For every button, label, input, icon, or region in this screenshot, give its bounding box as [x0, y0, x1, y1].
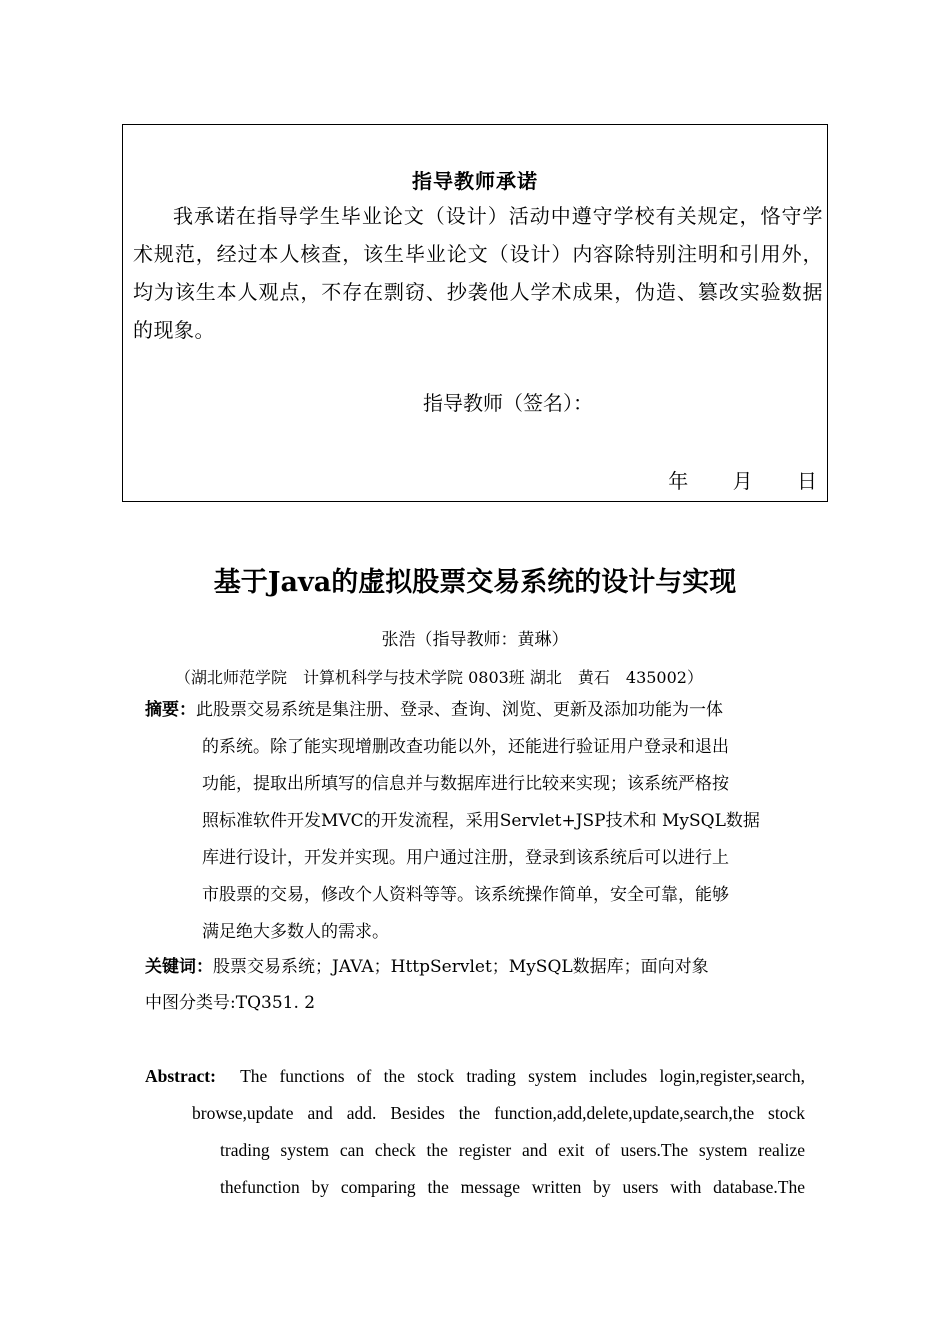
pledge-body: 我承诺在指导学生毕业论文（设计）活动中遵守学校有关规定，恪守学术规范，经过本人核查，该生毕业论文（设计）内容除特别注明和引用外，均为该生本人观点，不存在剽窃、抄袭他人学术成果，伪造、篡改实验数据的现象。 [133, 204, 823, 342]
keywords-text: 股票交易系统；JAVA；HttpServlet；MySQL数据库；面向对象 [213, 957, 709, 977]
abstract-cn-line: 市股票的交易，修改个人资料等等。该系统操作简单，安全可靠，能够 [202, 885, 729, 905]
abstract-cn-line: 库进行设计，开发并实现。用户通过注册，登录到该系统后可以进行上 [202, 848, 729, 868]
abstract-cn-line [145, 692, 805, 729]
abstract-cn-text: 此股票交易系统是集注册、登录、查询、浏览、更新及添加功能为一体 [196, 700, 723, 720]
abstract-en [145, 1058, 805, 1206]
date-label: 年 月 日 [668, 469, 817, 493]
keywords-label: 关键词： [145, 957, 213, 977]
abstract-en-label: Abstract: [145, 1066, 216, 1086]
author-line: 张浩（指导教师：黄琳） [381, 630, 569, 650]
abstract-cn-line: 的系统。除了能实现增删改查功能以外，还能进行验证用户登录和退出 [202, 737, 729, 757]
abstract-cn-label: 摘要： [145, 700, 196, 720]
keywords-line [145, 952, 709, 977]
pledge-title: 指导教师承诺 [412, 169, 538, 193]
abstract-cn-line: 照标准软件开发MVC的开发流程，采用Servlet+JSP技术和 MySQL数据 [202, 811, 760, 831]
paper-title: 基于Java的虚拟股票交易系统的设计与实现 [213, 567, 737, 598]
abstract-en-line: trading system can check the register and exit of users.The system realize [220, 1140, 805, 1160]
advisor-pledge-box [122, 124, 828, 502]
abstract-cn-line: 功能，提取出所填写的信息并与数据库进行比较来实现；该系统严格按 [202, 774, 729, 794]
abstract-en-text: The functions of the stock trading system includes login,register,search, [240, 1066, 806, 1086]
abstract-cn [145, 692, 805, 951]
abstract-en-line: thefunction by comparing the message written by users with database.The [220, 1177, 805, 1197]
abstract-en-line [145, 1058, 805, 1095]
abstract-cn-line: 满足绝大多数人的需求。 [202, 922, 389, 942]
classification-number: 中图分类号:TQ351. 2 [145, 993, 316, 1013]
affiliation-line: （湖北师范学院 计算机科学与技术学院 0803班 湖北 黄石 435002） [175, 668, 703, 687]
signature-label: 指导教师（签名）： [423, 391, 593, 415]
abstract-en-line: browse,update and add. Besides the function,add,delete,update,search,the stock [192, 1103, 805, 1123]
